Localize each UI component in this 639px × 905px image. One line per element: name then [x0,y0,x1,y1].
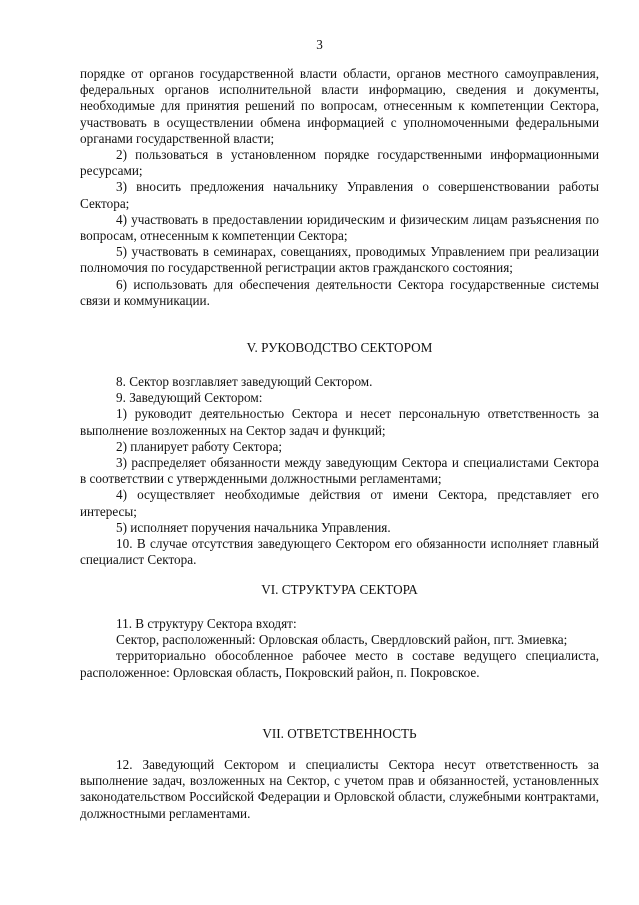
section-structure [80,616,599,681]
section-heading: VII. ОТВЕТСТВЕННОСТЬ [262,726,417,741]
paragraph: Сектор, расположенный: Орловская область, Свердловский район, пгт. Змиевка; [116,632,568,648]
paragraph: 3) распределяет обязанности между заведующим Сектора и специалистами Сектора в соответствии с утвержденными должностными регламентами; [80,455,599,487]
paragraph: 11. В структуру Сектора входят: [116,616,297,631]
section-rights-continuation [80,66,599,309]
section-responsibility [80,757,599,822]
paragraph: порядке от органов государственной власти области, органов местного самоуправления, федеральных органов исполнительной власти информацию, сведения и документы, необходимые для принятия решений по вопросам, отнесенным к компетенции Сектора, участвовать в осуществлении обмена информацией с уполномоченными федеральными органами государственной власти; [80,66,599,146]
paragraph: 3) вносить предложения начальнику Управления о совершенствовании работы Сектора; [80,179,599,211]
section-heading: VI. СТРУКТУРА СЕКТОРА [261,582,418,597]
page-number: 3 [316,37,323,52]
paragraph: 8. Сектор возглавляет заведующий Сектором. [116,374,373,389]
paragraph: 12. Заведующий Сектором и специалисты Сектора несут ответственность за выполнение задач, возложенных на Сектор, с учетом прав и обязанностей, установленных законодательством Российской Федерации и Орловской области, служебными контрактами, должностными регламентами. [80,757,599,821]
paragraph: 6) использовать для обеспечения деятельности Сектора государственные системы связи и коммуникации. [80,276,599,308]
paragraph: 4) участвовать в предоставлении юридическим и физическим лицам разъяснения по вопросам, отнесенным к компетенции Сектора; [80,211,599,244]
section-heading: V. РУКОВОДСТВО СЕКТОРОМ [246,340,433,355]
paragraph: территориально обособленное рабочее место в составе ведущего специалиста, расположенное: Орловская область, Покровский район, п. Покровское. [80,648,599,680]
paragraph: 4) осуществляет необходимые действия от имени Сектора, представляет его интересы; [80,487,599,519]
section-management-heading-wrap [80,340,599,356]
section-management [80,374,599,568]
section-responsibility-heading-wrap [80,726,599,742]
paragraph: 10. В случае отсутствия заведующего Сектором его обязанности исполняет главный специалист Сектора. [80,536,599,568]
paragraph: 5) участвовать в семинарах, совещаниях, проводимых Управлением при реализации полномочия по государственной регистрации актов гражданского состояния; [80,244,599,276]
paragraph: 2) планирует работу Сектора; [116,438,283,454]
paragraph: 2) пользоваться в установленном порядке государственными информационными ресурсами; [80,147,599,179]
section-structure-heading-wrap [80,582,599,598]
paragraph: 9. Заведующий Сектором: [116,390,263,406]
paragraph: 1) руководит деятельностью Сектора и несет персональную ответственность за выполнение возложенных на Сектор задач и функций; [80,406,599,438]
paragraph: 5) исполняет поручения начальника Управления. [116,519,391,535]
